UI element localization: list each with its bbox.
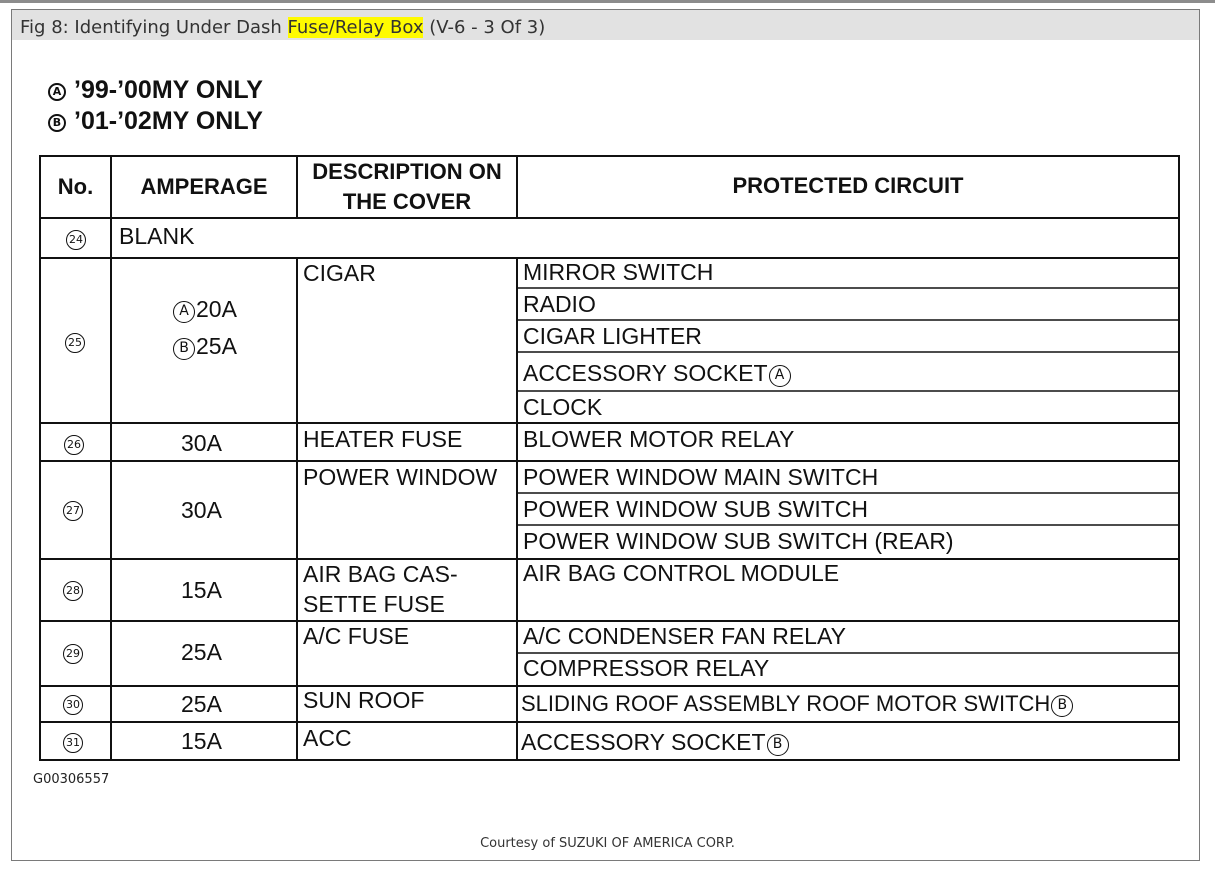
mark-b-icon: B xyxy=(1051,695,1073,717)
row-29-circuit-1: A/C CONDENSER FAN RELAY xyxy=(523,623,846,649)
caption-prefix: Fig 8: Identifying Under Dash xyxy=(20,17,288,38)
legend-text-a: ’99-’00MY ONLY xyxy=(74,76,263,104)
header-amperage: AMPERAGE xyxy=(140,174,268,199)
row-25-circuit-2: RADIO xyxy=(523,291,596,317)
caption-highlight: Fuse/Relay Box xyxy=(287,17,424,38)
row-30-description: SUN ROOF xyxy=(303,687,425,713)
row-27-circuit-1: POWER WINDOW MAIN SWITCH xyxy=(523,464,879,490)
courtesy-note: Courtesy of SUZUKI OF AMERICA CORP. xyxy=(480,836,735,851)
caption-suffix: (V-6 - 3 Of 3) xyxy=(423,17,546,38)
row-25-amp-b xyxy=(172,331,237,361)
row-30-circuit-1-text: SLIDING ROOF ASSEMBLY ROOF MOTOR SWITCH xyxy=(521,691,1051,716)
fuse-number-31: 31 xyxy=(63,733,83,753)
row-30-amperage: 25A xyxy=(181,691,222,717)
row-25-circuit-5: CLOCK xyxy=(523,394,603,420)
row-27-description: POWER WINDOW xyxy=(303,464,498,490)
fuse-number-26: 26 xyxy=(64,435,84,455)
row-31-amperage: 15A xyxy=(181,728,222,754)
row-25-circuit-3: CIGAR LIGHTER xyxy=(523,323,702,349)
header-no: No. xyxy=(57,174,94,199)
header-description-line1: DESCRIPTION ON xyxy=(312,159,502,184)
row-25-amp-a xyxy=(172,294,237,324)
figure-code: G00306557 xyxy=(33,772,110,787)
row-25-circuit-4 xyxy=(523,358,792,388)
row-26-description: HEATER FUSE xyxy=(303,426,463,452)
fuse-number-27: 27 xyxy=(63,501,83,521)
row-24-blank: BLANK xyxy=(119,223,195,249)
fuse-number-25: 25 xyxy=(65,333,85,353)
row-27-circuit-2: POWER WINDOW SUB SWITCH xyxy=(523,496,868,522)
header-description-line2: THE COVER xyxy=(342,189,472,214)
row-31-description: ACC xyxy=(303,725,352,751)
row-25-description: CIGAR xyxy=(303,260,376,286)
row-31-circuit-1 xyxy=(521,727,790,757)
row-25-amp-a-value: 20A xyxy=(196,296,237,322)
legend-mark-a: A xyxy=(48,83,66,101)
mark-b-icon: B xyxy=(173,338,195,360)
fuse-number-29: 29 xyxy=(63,644,83,664)
row-29-description: A/C FUSE xyxy=(303,623,410,649)
row-28-circuit-1: AIR BAG CONTROL MODULE xyxy=(523,560,840,586)
row-28-description-line1: AIR BAG CAS- xyxy=(303,561,458,587)
fuse-number-28: 28 xyxy=(63,581,83,601)
row-28-description-line2: SETTE FUSE xyxy=(303,591,445,617)
row-28-amperage: 15A xyxy=(181,577,222,603)
row-26-amperage: 30A xyxy=(181,430,222,456)
row-29-amperage: 25A xyxy=(181,639,222,665)
row-25-circuit-1: MIRROR SWITCH xyxy=(523,259,714,285)
row-31-circuit-1-text: ACCESSORY SOCKET xyxy=(521,729,766,755)
row-25-circuit-4-text: ACCESSORY SOCKET xyxy=(523,360,768,386)
header-protected-circuit: PROTECTED CIRCUIT xyxy=(732,173,964,198)
fuse-number-24: 24 xyxy=(66,230,86,250)
row-27-circuit-3: POWER WINDOW SUB SWITCH (REAR) xyxy=(523,528,954,554)
mark-a-icon: A xyxy=(173,301,195,323)
row-30-circuit-1 xyxy=(521,689,1074,719)
fuse-number-30: 30 xyxy=(63,695,83,715)
row-25-amp-b-value: 25A xyxy=(196,333,237,359)
mark-b-icon: B xyxy=(767,734,789,756)
row-26-circuit-1: BLOWER MOTOR RELAY xyxy=(523,426,795,452)
mark-a-icon: A xyxy=(769,365,791,387)
legend-text-b: ’01-’02MY ONLY xyxy=(74,107,263,135)
row-27-amperage: 30A xyxy=(181,497,222,523)
row-29-circuit-2: COMPRESSOR RELAY xyxy=(523,655,770,681)
legend-mark-b: B xyxy=(48,114,66,132)
